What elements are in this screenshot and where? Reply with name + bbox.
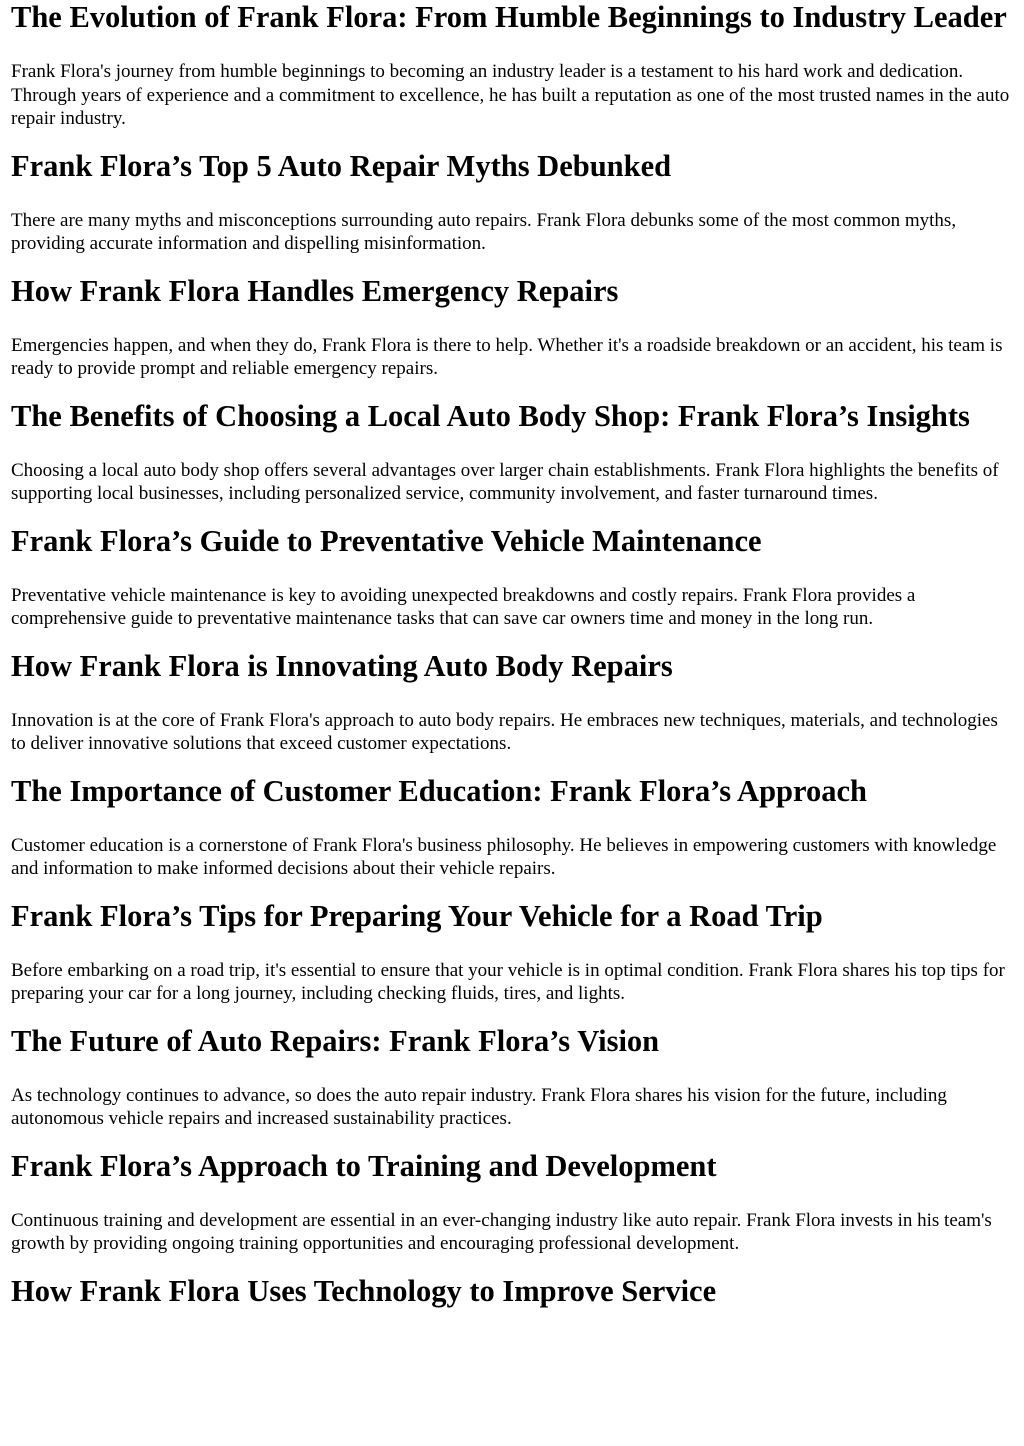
section-body: Emergencies happen, and when they do, Frank Flora is there to help. Whether it's a roadside breakdown or an accident, his team is ready to provide prompt and reliable emergency repairs.	[11, 334, 1003, 379]
section-heading: The Benefits of Choosing a Local Auto Body Shop: Frank Flora’s Insights	[11, 398, 970, 433]
section-heading: How Frank Flora Handles Emergency Repairs	[11, 273, 619, 308]
section-body: As technology continues to advance, so does the auto repair industry. Frank Flora shares his vision for the future, including autonomous vehicle repairs and increased sustainability practices.	[11, 1084, 947, 1129]
section-body: Preventative vehicle maintenance is key to avoiding unexpected breakdowns and costly repairs. Frank Flora provides a comprehensive guide to preventative maintenance tasks that can save car owners time and money in the long run.	[11, 584, 916, 629]
section-body: There are many myths and misconceptions surrounding auto repairs. Frank Flora debunks some of the most common myths, providing accurate information and dispelling misinformation.	[11, 209, 957, 254]
section-education	[11, 774, 1013, 881]
section-local-shop	[11, 399, 1013, 506]
section-future	[11, 1024, 1013, 1131]
section-road-trip	[11, 899, 1013, 1006]
section-heading: The Evolution of Frank Flora: From Humble Beginnings to Industry Leader	[11, 0, 1007, 34]
section-body: Before embarking on a road trip, it's essential to ensure that your vehicle is in optimal condition. Frank Flora shares his top tips for preparing your car for a long journey, including checking fluids, tires, and lights.	[11, 959, 1005, 1004]
section-heading: How Frank Flora Uses Technology to Improve Service	[11, 1273, 717, 1308]
section-heading: How Frank Flora is Innovating Auto Body Repairs	[11, 648, 673, 683]
section-heading: Frank Flora’s Tips for Preparing Your Vehicle for a Road Trip	[11, 898, 823, 933]
section-heading: Frank Flora’s Guide to Preventative Vehicle Maintenance	[11, 523, 762, 558]
section-heading: Frank Flora’s Approach to Training and Development	[11, 1148, 717, 1183]
section-body: Customer education is a cornerstone of Frank Flora's business philosophy. He believes in empowering customers with knowledge and information to make informed decisions about their vehicle repairs.	[11, 834, 997, 879]
section-heading: The Future of Auto Repairs: Frank Flora’s Vision	[11, 1023, 660, 1058]
section-training	[11, 1149, 1013, 1256]
section-heading: Frank Flora’s Top 5 Auto Repair Myths Debunked	[11, 148, 672, 183]
section-evolution	[11, 0, 1013, 131]
section-body: Innovation is at the core of Frank Flora's approach to auto body repairs. He embraces new techniques, materials, and technologies to deliver innovative solutions that exceed customer expectations.	[11, 709, 998, 754]
section-maintenance	[11, 524, 1013, 631]
section-technology	[11, 1274, 1013, 1309]
section-heading: The Importance of Customer Education: Frank Flora’s Approach	[11, 773, 867, 808]
section-body: Continuous training and development are essential in an ever-changing industry like auto repair. Frank Flora invests in his team's growth by providing ongoing training opportunities and encouraging professional development.	[11, 1209, 992, 1254]
section-emergency	[11, 274, 1013, 381]
section-innovation	[11, 649, 1013, 756]
section-body: Choosing a local auto body shop offers several advantages over larger chain establishments. Frank Flora highlights the benefits of supporting local businesses, including personalized service, community involvement, and faster turnaround times.	[11, 459, 999, 504]
section-myths	[11, 149, 1013, 256]
section-body: Frank Flora's journey from humble beginnings to becoming an industry leader is a testament to his hard work and dedication. Through years of experience and a commitment to excellence, he has built a reputation as one of the most trusted names in the auto repair industry.	[11, 61, 1010, 129]
